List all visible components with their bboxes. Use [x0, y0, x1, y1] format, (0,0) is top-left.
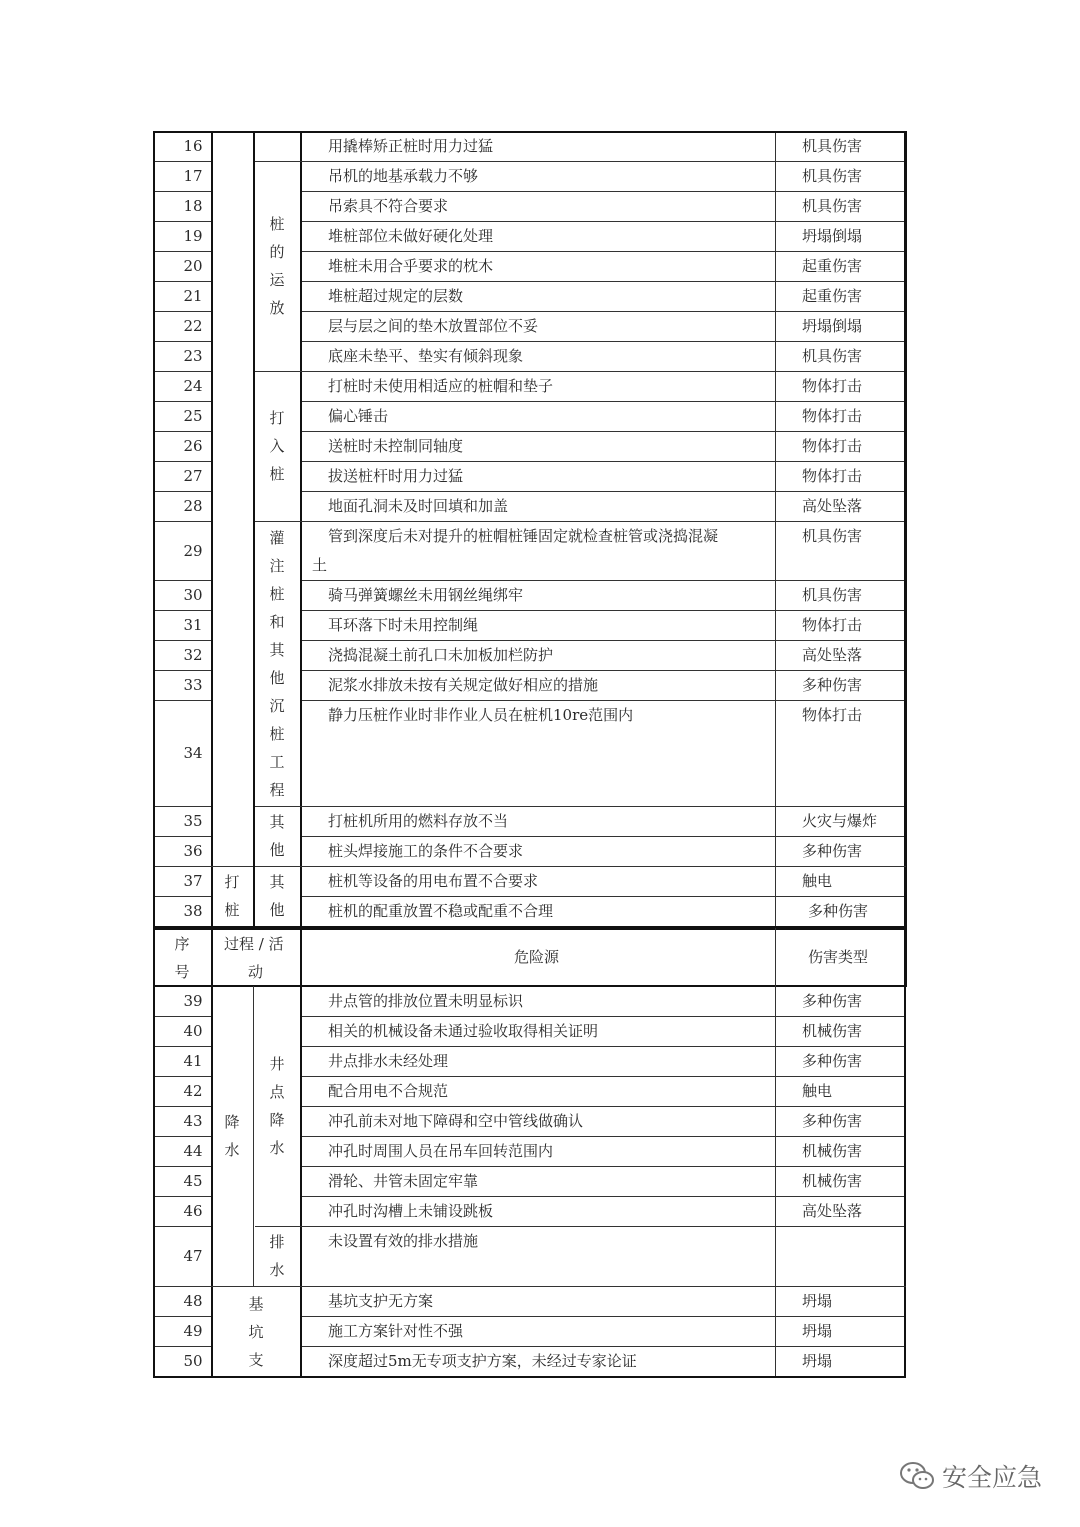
row-number: 22 — [183, 317, 203, 335]
row-number: 45 — [183, 1172, 203, 1190]
row-number: 30 — [183, 586, 203, 604]
hazard-cell: 基坑支护无方案 — [328, 1292, 434, 1310]
watermark-text: 安全应急 — [942, 1463, 1043, 1492]
row-number: 26 — [183, 437, 203, 455]
row-number: 31 — [183, 616, 203, 634]
harm-type-cell: 高处坠落 — [802, 1202, 863, 1220]
hazard-cell: 浇捣混凝土前孔口未加板加栏防护 — [328, 646, 554, 664]
harm-type-cell: 坍塌 — [802, 1292, 833, 1310]
harm-type-cell: 高处坠落 — [802, 646, 863, 664]
hazard-cell: 桩机的配重放置不稳或配重不合理 — [328, 902, 554, 920]
hazard-cell: 相关的机械设备未通过验收取得相关证明 — [328, 1022, 599, 1040]
row-number: 20 — [183, 257, 203, 275]
harm-type-cell: 多种伤害 — [802, 992, 863, 1010]
harm-type-cell: 机具伤害 — [802, 586, 863, 604]
row-number: 44 — [183, 1142, 203, 1160]
hazard-cell: 吊机的地基承载力不够 — [328, 167, 479, 185]
harm-type-cell: 机具伤害 — [802, 137, 863, 155]
harm-type-cell: 多种伤害 — [802, 1112, 863, 1130]
row-number: 34 — [183, 744, 203, 762]
header-hazard: 危险源 — [514, 948, 560, 966]
row-number: 41 — [183, 1052, 203, 1070]
hazard-cell: 堆桩部位未做好硬化处理 — [328, 227, 494, 245]
row-number: 25 — [183, 407, 203, 425]
row-number: 42 — [183, 1082, 203, 1100]
hazard-cell: 堆桩未用合乎要求的枕木 — [328, 257, 494, 275]
hazard-cell: 深度超过5m无专项支护方案，未经过专家论证 — [328, 1352, 637, 1370]
header-process-line1: 过程 / 活 — [224, 935, 284, 953]
harm-type-cell: 坍塌倒塌 — [802, 317, 863, 335]
hazard-cell: 井点管的排放位置未明显标识 — [328, 992, 524, 1010]
row-number: 50 — [183, 1352, 203, 1370]
hazard-cell: 骑马弹簧螺丝未用钢丝绳绑牢 — [328, 586, 524, 604]
row-number: 19 — [183, 227, 203, 245]
hazard-cell: 冲孔前未对地下障碍和空中管线做确认 — [328, 1112, 584, 1130]
row-number: 17 — [183, 167, 203, 185]
table-a-thick-right — [906, 131, 907, 928]
hazard-cell: 泥浆水排放未按有关规定做好相应的措施 — [328, 676, 599, 694]
harm-type-cell: 多种伤害 — [802, 676, 863, 694]
harm-type-cell: 多种伤害 — [802, 842, 863, 860]
group-drainage: 排水 — [269, 1233, 285, 1279]
harm-type-cell: 坍塌 — [802, 1352, 833, 1370]
group-wellpoint-dewatering: 井点降水 — [269, 1055, 285, 1157]
group-excavation-support: 基坑支 — [248, 1295, 264, 1369]
hazard-cell: 堆桩超过规定的层数 — [328, 287, 464, 305]
row-number: 27 — [183, 467, 203, 485]
hazard-cell: 施工方案针对性不强 — [328, 1322, 464, 1340]
row-number: 47 — [183, 1247, 203, 1265]
hazard-cell: 用撬棒矫正桩时用力过猛 — [328, 137, 494, 155]
group-cast-in-place-pile: 灌注桩和其他沉桩工程 — [269, 529, 285, 799]
harm-type-cell: 机具伤害 — [802, 197, 863, 215]
hazard-cell: 偏心锤击 — [328, 407, 389, 425]
row-number: 18 — [183, 197, 203, 215]
row-number: 46 — [183, 1202, 203, 1220]
row-number: 23 — [183, 347, 203, 365]
row-number: 28 — [183, 497, 203, 515]
harm-type-cell: 物体打击 — [802, 467, 863, 485]
harm-type-cell: 起重伤害 — [802, 287, 863, 305]
hazard-cell: 打桩机所用的燃料存放不当 — [328, 812, 509, 830]
group-pile-driving: 打桩 — [224, 873, 240, 919]
harm-type-cell: 机具伤害 — [802, 347, 863, 365]
group-driven-pile: 打入桩 — [269, 409, 285, 483]
hazard-cell: 桩机等设备的用电布置不合要求 — [328, 872, 539, 890]
hazard-cell: 底座未垫平、垫实有倾斜现象 — [328, 347, 524, 365]
harm-type-cell: 高处坠落 — [802, 497, 863, 515]
hazard-cell: 配合用电不合规范 — [328, 1082, 449, 1100]
group-pile-transport: 桩的运放 — [269, 215, 285, 317]
wechat-icon — [898, 1459, 936, 1493]
hazard-cell: 滑轮、井管未固定牢靠 — [328, 1172, 479, 1190]
row-number: 36 — [183, 842, 203, 860]
harm-type-cell: 多种伤害 — [802, 1052, 863, 1070]
hazard-cell: 未设置有效的排水措施 — [328, 1232, 479, 1250]
hazard-cell-continued: 土 — [312, 556, 328, 574]
table-a-top-border — [153, 131, 906, 133]
row-number: 35 — [183, 812, 203, 830]
harm-type-cell: 火灾与爆炸 — [802, 812, 878, 830]
hazard-cell: 地面孔洞未及时回填和加盖 — [328, 497, 509, 515]
harm-type-cell: 物体打击 — [802, 407, 863, 425]
row-number: 49 — [183, 1322, 203, 1340]
hazard-cell: 拔送桩杆时用力过猛 — [328, 467, 464, 485]
harm-type-cell: 多种伤害 — [808, 902, 869, 920]
group-dewatering: 降水 — [224, 1113, 240, 1159]
harm-type-cell: 机械伤害 — [802, 1172, 863, 1190]
row-number: 29 — [183, 542, 203, 560]
harm-type-cell: 物体打击 — [802, 706, 863, 724]
group-other-2: 其他 — [269, 873, 285, 919]
row-number: 21 — [183, 287, 203, 305]
harm-type-cell: 物体打击 — [802, 437, 863, 455]
hazard-cell: 打桩时未使用相适应的桩帽和垫子 — [328, 377, 554, 395]
harm-type-cell: 触电 — [802, 1082, 833, 1100]
hazard-cell: 静力压桩作业时非作业人员在桩机10re范围内 — [328, 706, 634, 724]
harm-type-cell: 机具伤害 — [802, 167, 863, 185]
row-number: 38 — [183, 902, 203, 920]
row-number: 48 — [183, 1292, 203, 1310]
hazard-cell: 冲孔时沟槽上未铺设跳板 — [328, 1202, 494, 1220]
harm-type-cell: 机具伤害 — [802, 527, 863, 545]
header-process-line2: 动 — [248, 963, 264, 981]
hazard-cell: 井点排水未经处理 — [328, 1052, 449, 1070]
hazard-cell: 耳环落下时未用控制绳 — [328, 616, 479, 634]
harm-type-cell: 坍塌倒塌 — [802, 227, 863, 245]
harm-type-cell: 物体打击 — [802, 616, 863, 634]
hazard-cell: 层与层之间的垫木放置部位不妥 — [328, 317, 539, 335]
hazard-cell: 吊索具不符合要求 — [328, 197, 449, 215]
hazard-cell: 管到深度后未对提升的桩帽桩锤固定就检查桩管或浇捣混凝 — [328, 527, 719, 545]
hazard-cell: 冲孔时周围人员在吊车回转范围内 — [328, 1142, 554, 1160]
group-other: 其他 — [269, 813, 285, 859]
header-number: 序号 — [174, 935, 190, 981]
watermark — [898, 1458, 1042, 1494]
row-number: 33 — [183, 676, 203, 694]
harm-type-cell: 机械伤害 — [802, 1142, 863, 1160]
header-harm-type: 伤害类型 — [808, 948, 869, 966]
row-number: 32 — [183, 646, 203, 664]
harm-type-cell: 起重伤害 — [802, 257, 863, 275]
harm-type-cell: 坍塌 — [802, 1322, 833, 1340]
harm-type-cell: 物体打击 — [802, 377, 863, 395]
hazard-cell: 桩头焊接施工的条件不合要求 — [328, 842, 524, 860]
table-a-proc-divider — [253, 131, 255, 867]
hazard-cell: 送桩时未控制同轴度 — [328, 437, 464, 455]
harm-type-cell: 触电 — [802, 872, 833, 890]
row-number: 39 — [183, 992, 203, 1010]
row-number: 16 — [183, 137, 203, 155]
row-number: 43 — [183, 1112, 203, 1130]
row-number: 24 — [183, 377, 203, 395]
harm-type-cell: 机械伤害 — [802, 1022, 863, 1040]
row-number: 40 — [183, 1022, 203, 1040]
row-number: 37 — [183, 872, 203, 890]
